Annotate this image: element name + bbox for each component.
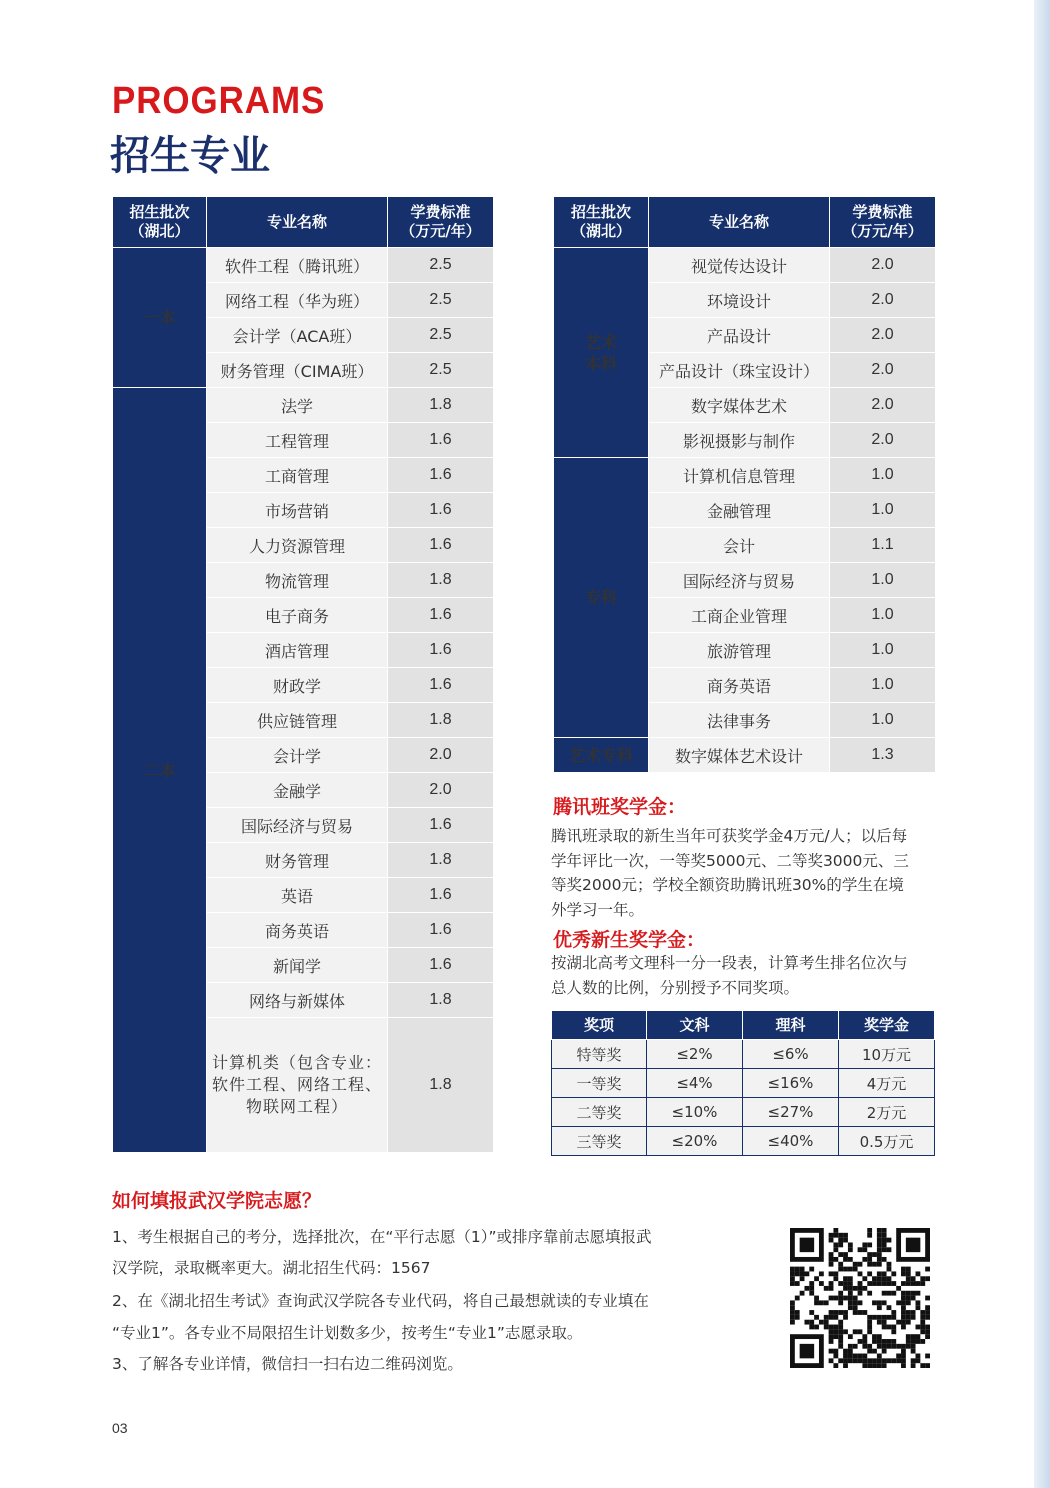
tuition-fee-cell: 1.8 bbox=[388, 703, 494, 738]
tuition-fee-cell: 2.5 bbox=[388, 318, 494, 353]
major-name-cell: 人力资源管理 bbox=[207, 528, 388, 563]
major-name-cell: 财务管理（CIMA班） bbox=[207, 353, 388, 388]
table-header-row bbox=[113, 197, 494, 248]
table-row bbox=[554, 738, 936, 773]
art-and-college-programs-table bbox=[553, 196, 936, 773]
batch-header: 招生批次 （湖北） bbox=[554, 197, 649, 248]
tencent-scholarship-text bbox=[551, 824, 943, 922]
major-name-cell: 财政学 bbox=[207, 668, 388, 703]
tuition-fee-cell: 2.5 bbox=[388, 353, 494, 388]
batch-cell: 专科 bbox=[554, 458, 649, 738]
tuition-fee-cell: 2.0 bbox=[830, 318, 936, 353]
table-row bbox=[552, 1098, 935, 1127]
major-name-cell: 新闻学 bbox=[207, 948, 388, 983]
instruction-line: “专业1”。各专业不局限招生计划数多少，按考生“专业1”志愿录取。 bbox=[112, 1324, 583, 1342]
award-column-header: 文科 bbox=[647, 1011, 743, 1040]
tuition-fee-cell: 1.0 bbox=[830, 493, 936, 528]
fee-header: 学费标准 （万元/年） bbox=[388, 197, 494, 248]
tuition-fee-cell: 2.0 bbox=[830, 388, 936, 423]
award-cell: 10万元 bbox=[839, 1040, 935, 1069]
tuition-fee-cell: 1.6 bbox=[388, 458, 494, 493]
major-name-cell: 工商企业管理 bbox=[649, 598, 830, 633]
award-cell: 特等奖 bbox=[552, 1040, 647, 1069]
scholarship-award-table bbox=[551, 1010, 935, 1156]
major-name-cell: 供应链管理 bbox=[207, 703, 388, 738]
award-cell: ≤16% bbox=[743, 1069, 839, 1098]
qr-code-icon bbox=[790, 1228, 930, 1368]
major-name-cell: 物流管理 bbox=[207, 563, 388, 598]
table-row bbox=[113, 388, 494, 423]
major-name-cell: 数字媒体艺术设计 bbox=[649, 738, 830, 773]
major-name-cell: 旅游管理 bbox=[649, 633, 830, 668]
section-title-english: PROGRAMS bbox=[112, 80, 326, 122]
award-cell: ≤20% bbox=[647, 1127, 743, 1156]
instruction-line: 2、在《湖北招生考试》查询武汉学院各专业代码，将自己最想就读的专业填在 bbox=[112, 1292, 649, 1310]
tuition-fee-cell: 1.8 bbox=[388, 983, 494, 1018]
batch-header: 招生批次 （湖北） bbox=[113, 197, 207, 248]
major-name-cell: 电子商务 bbox=[207, 598, 388, 633]
paragraph-line: 总人数的比例，分别授予不同奖项。 bbox=[551, 978, 800, 997]
tuition-fee-cell: 1.6 bbox=[388, 668, 494, 703]
award-cell: ≤40% bbox=[743, 1127, 839, 1156]
major-header: 专业名称 bbox=[649, 197, 830, 248]
tencent-scholarship-heading: 腾讯班奖学金： bbox=[553, 796, 687, 818]
major-name-cell: 网络工程（华为班） bbox=[207, 283, 388, 318]
award-cell: 4万元 bbox=[839, 1069, 935, 1098]
table-row bbox=[554, 458, 936, 493]
tuition-fee-cell: 2.0 bbox=[830, 353, 936, 388]
major-name-cell: 会计学 bbox=[207, 738, 388, 773]
major-name-cell: 市场营销 bbox=[207, 493, 388, 528]
table-row bbox=[552, 1069, 935, 1098]
major-name-cell: 金融学 bbox=[207, 773, 388, 808]
major-name-cell: 软件工程（腾讯班） bbox=[207, 248, 388, 283]
tuition-fee-cell: 1.0 bbox=[830, 458, 936, 493]
award-cell: 三等奖 bbox=[552, 1127, 647, 1156]
tuition-fee-cell: 1.6 bbox=[388, 423, 494, 458]
major-name-cell: 会计 bbox=[649, 528, 830, 563]
batch-cell: 艺术专科 bbox=[554, 738, 649, 773]
paragraph-line: 等奖2000元；学校全额资助腾讯班30%的学生在境 bbox=[551, 876, 904, 894]
tuition-fee-cell: 2.0 bbox=[830, 283, 936, 318]
major-name-cell: 金融管理 bbox=[649, 493, 830, 528]
major-header: 专业名称 bbox=[207, 197, 388, 248]
tuition-fee-cell: 1.0 bbox=[830, 633, 936, 668]
award-cell: ≤6% bbox=[743, 1040, 839, 1069]
paragraph-line: 学年评比一次，一等奖5000元、二等奖3000元、三 bbox=[551, 851, 909, 870]
award-cell: ≤10% bbox=[647, 1098, 743, 1127]
paragraph-line: 按湖北高考文理科一分一段表，计算考生排名位次与 bbox=[551, 954, 908, 972]
major-name-cell: 影视摄影与制作 bbox=[649, 423, 830, 458]
major-name-cell: 工程管理 bbox=[207, 423, 388, 458]
instruction-line: 1、考生根据自己的考分，选择批次，在“平行志愿（1）”或排序靠前志愿填报武 bbox=[112, 1228, 652, 1246]
tuition-fee-cell: 1.1 bbox=[830, 528, 936, 563]
tuition-fee-cell: 1.6 bbox=[388, 878, 494, 913]
major-name-cell: 财务管理 bbox=[207, 843, 388, 878]
award-cell: ≤27% bbox=[743, 1098, 839, 1127]
batch-cell: 一本 bbox=[113, 248, 207, 388]
table-header-row bbox=[552, 1011, 935, 1040]
tuition-fee-cell: 1.6 bbox=[388, 913, 494, 948]
major-name-cell: 计算机类（包含专业：软件工程、网络工程、物联网工程） bbox=[207, 1018, 388, 1153]
tuition-fee-cell: 1.0 bbox=[830, 668, 936, 703]
tuition-fee-cell: 1.6 bbox=[388, 598, 494, 633]
award-cell: ≤4% bbox=[647, 1069, 743, 1098]
major-name-cell: 法学 bbox=[207, 388, 388, 423]
major-name-cell: 环境设计 bbox=[649, 283, 830, 318]
tuition-fee-cell: 2.5 bbox=[388, 248, 494, 283]
page-edge-decoration bbox=[1034, 0, 1050, 1488]
tuition-fee-cell: 1.0 bbox=[830, 703, 936, 738]
award-cell: ≤2% bbox=[647, 1040, 743, 1069]
major-name-cell: 计算机信息管理 bbox=[649, 458, 830, 493]
table-row bbox=[552, 1127, 935, 1156]
page-number: 03 bbox=[112, 1420, 128, 1436]
major-name-cell: 工商管理 bbox=[207, 458, 388, 493]
tuition-fee-cell: 2.0 bbox=[830, 248, 936, 283]
paragraph-line: 腾讯班录取的新生当年可获奖学金4万元/人；以后每 bbox=[551, 827, 908, 845]
major-name-cell: 产品设计（珠宝设计） bbox=[649, 353, 830, 388]
major-name-cell: 数字媒体艺术 bbox=[649, 388, 830, 423]
major-name-cell: 产品设计 bbox=[649, 318, 830, 353]
major-name-cell: 视觉传达设计 bbox=[649, 248, 830, 283]
major-name-cell: 酒店管理 bbox=[207, 633, 388, 668]
table-header-row bbox=[554, 197, 936, 248]
tuition-fee-cell: 1.3 bbox=[830, 738, 936, 773]
award-cell: 0.5万元 bbox=[839, 1127, 935, 1156]
fee-header: 学费标准 （万元/年） bbox=[830, 197, 936, 248]
major-name-cell: 国际经济与贸易 bbox=[649, 563, 830, 598]
award-cell: 二等奖 bbox=[552, 1098, 647, 1127]
tuition-fee-cell: 1.6 bbox=[388, 808, 494, 843]
major-name-cell: 商务英语 bbox=[207, 913, 388, 948]
tuition-fee-cell: 1.8 bbox=[388, 1018, 494, 1153]
freshman-scholarship-text bbox=[551, 951, 943, 1000]
award-cell: 2万元 bbox=[839, 1098, 935, 1127]
major-name-cell: 商务英语 bbox=[649, 668, 830, 703]
major-name-cell: 英语 bbox=[207, 878, 388, 913]
award-column-header: 理科 bbox=[743, 1011, 839, 1040]
major-name-cell: 网络与新媒体 bbox=[207, 983, 388, 1018]
batch-cell: 艺术 本科 bbox=[554, 248, 649, 458]
award-column-header: 奖学金 bbox=[839, 1011, 935, 1040]
tuition-fee-cell: 1.6 bbox=[388, 528, 494, 563]
tuition-fee-cell: 2.5 bbox=[388, 283, 494, 318]
instruction-line: 3、了解各专业详情，微信扫一扫右边二维码浏览。 bbox=[112, 1355, 463, 1373]
tuition-fee-cell: 1.6 bbox=[388, 493, 494, 528]
tuition-fee-cell: 1.8 bbox=[388, 388, 494, 423]
tuition-fee-cell: 1.0 bbox=[830, 598, 936, 633]
tuition-fee-cell: 1.8 bbox=[388, 843, 494, 878]
award-column-header: 奖项 bbox=[552, 1011, 647, 1040]
tuition-fee-cell: 1.8 bbox=[388, 563, 494, 598]
tuition-fee-cell: 2.0 bbox=[388, 773, 494, 808]
major-name-cell: 国际经济与贸易 bbox=[207, 808, 388, 843]
section-title-chinese: 招生专业 bbox=[110, 133, 270, 179]
major-name-cell: 会计学（ACA班） bbox=[207, 318, 388, 353]
undergraduate-programs-table bbox=[112, 196, 494, 1153]
tuition-fee-cell: 2.0 bbox=[388, 738, 494, 773]
tuition-fee-cell: 2.0 bbox=[830, 423, 936, 458]
freshman-scholarship-heading: 优秀新生奖学金： bbox=[553, 929, 706, 951]
table-row bbox=[113, 248, 494, 283]
how-to-apply-heading: 如何填报武汉学院志愿？ bbox=[112, 1190, 322, 1212]
table-row bbox=[554, 248, 936, 283]
instruction-line: 汉学院，录取概率更大。湖北招生代码：1567 bbox=[112, 1259, 431, 1277]
table-row bbox=[552, 1040, 935, 1069]
tuition-fee-cell: 1.6 bbox=[388, 948, 494, 983]
award-cell: 一等奖 bbox=[552, 1069, 647, 1098]
major-name-cell: 法律事务 bbox=[649, 703, 830, 738]
batch-cell: 二本 bbox=[113, 388, 207, 1153]
tuition-fee-cell: 1.0 bbox=[830, 563, 936, 598]
tuition-fee-cell: 1.6 bbox=[388, 633, 494, 668]
paragraph-line: 外学习一年。 bbox=[551, 900, 645, 919]
